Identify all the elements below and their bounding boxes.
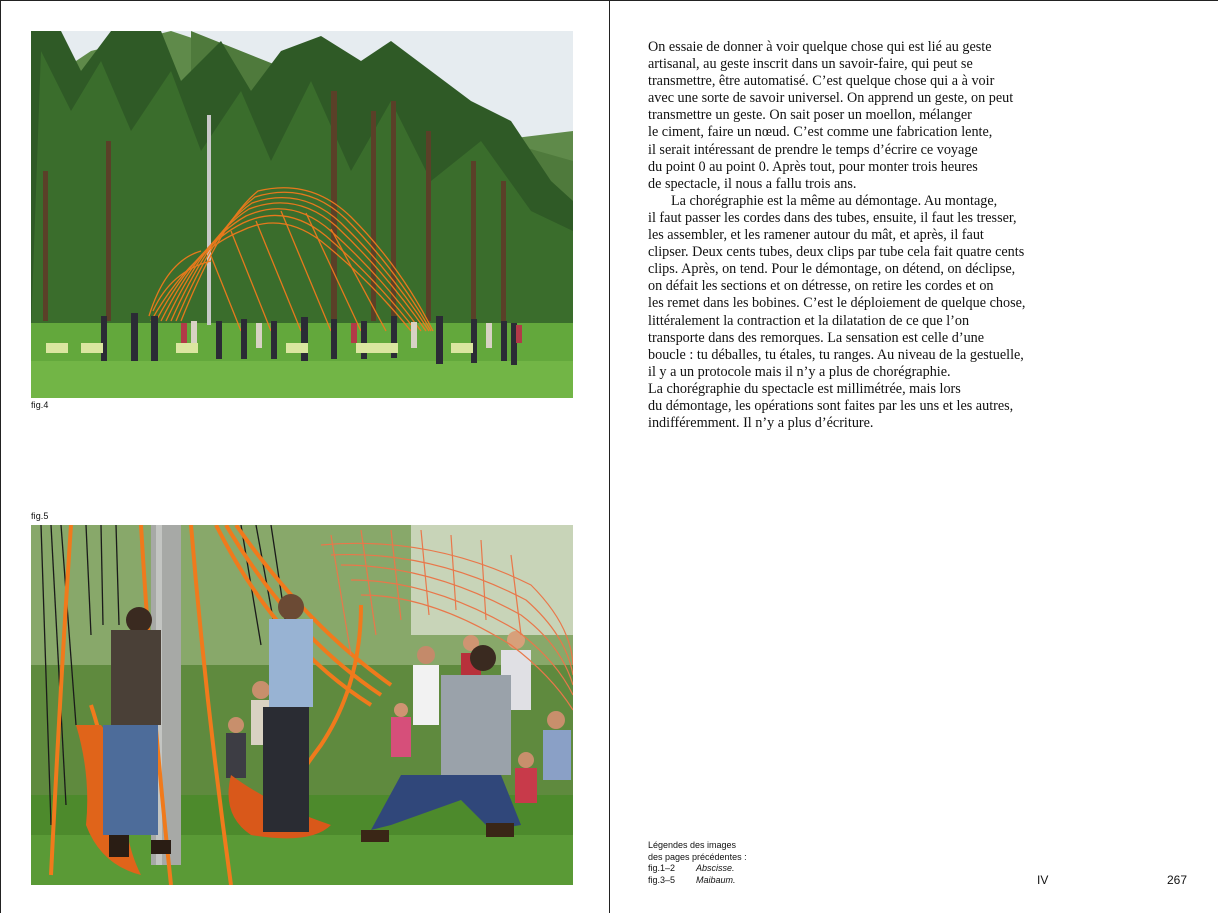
page-number: 267 (1167, 873, 1188, 887)
text-line: indifféremment. Il n’y a plus d’écriture. (648, 415, 874, 432)
text-line: il y a un protocole mais il n’y a plus de chorégraphie. (648, 363, 951, 380)
text-line: On essaie de donner à voir quelque chose qui est lié au geste (648, 39, 992, 55)
image-legend (648, 840, 747, 886)
text-line: avec une sorte de savoir universel. On apprend un geste, on peut (648, 90, 1014, 107)
text-line: on défait les sections et on détresse, on retire les cordes et on (648, 278, 994, 295)
text-line: du démontage, les opérations sont faites par les uns et les autres, (648, 397, 1014, 414)
text-line: les assembler, et les ramener autour du mât, et après, il faut (648, 227, 984, 244)
text-line: littéralement la contraction et la dilatation de ce que l’on (648, 312, 970, 329)
legend-work-title: Maibaum. (696, 874, 736, 885)
text-line: transmettre, être automatisé. C’est quelque chose qui a à voir (648, 73, 995, 90)
figure-5-caption: fig.5 (31, 511, 49, 521)
figure-4-photo (31, 31, 573, 398)
text-line: les remet dans les bobines. C’est le déploiement de quelque chose, (648, 295, 1026, 312)
text-line: il faut passer les cordes dans des tubes, ensuite, il faut les tresser, (648, 209, 1017, 226)
body-text (648, 39, 1058, 432)
legend-work-title: Abscisse. (696, 863, 735, 873)
legend-row (648, 875, 747, 887)
text-line: de spectacle, il nous a fallu trois ans. (648, 175, 857, 192)
legend-title-line: des pages précédentes : (648, 851, 747, 862)
figure-4-caption: fig.4 (31, 400, 49, 410)
text-line: du point 0 au point 0. Après tout, pour monter trois heures (648, 158, 978, 175)
legend-figure-ref: fig.3–5 (648, 874, 676, 885)
text-line: transmettre un geste. On sait poser un moellon, mélanger (648, 107, 972, 124)
text-line: le ciment, faire un nœud. C’est comme une fabrication lente, (648, 124, 993, 141)
text-line: boucle : tu déballes, tu étales, tu ranges. Au niveau de la gestuelle, (648, 346, 1024, 363)
text-line: il serait intéressant de prendre le temps d’écrire ce voyage (648, 141, 978, 158)
figure-5-photo (31, 525, 573, 885)
legend-title-line: Légendes des images (648, 840, 737, 850)
text-line: La chorégraphie est la même au démontage. Au montage, (671, 192, 998, 209)
text-line: clipser. Deux cents tubes, deux clips par tube cela fait quatre cents (648, 244, 1025, 261)
text-line: La chorégraphie du spectacle est millimétrée, mais lors (648, 380, 961, 397)
text-line: transporte dans des remorques. La sensation est celle d’une (648, 329, 985, 346)
section-number: IV (1037, 873, 1049, 887)
text-line: clips. Après, on tend. Pour le démontage, on détend, on déclipse, (648, 261, 1016, 278)
legend-row (648, 863, 747, 875)
text-line: artisanal, au geste inscrit dans un savoir-faire, qui peut se (648, 56, 973, 73)
legend-figure-ref: fig.1–2 (648, 863, 676, 873)
